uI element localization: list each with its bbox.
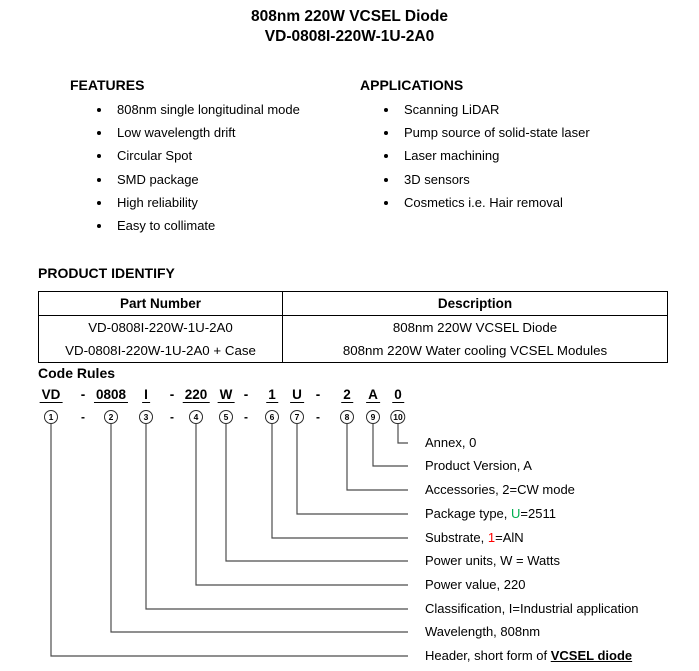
code-label-text: =2511 xyxy=(520,506,556,521)
connector-line xyxy=(297,424,408,514)
feature-item: SMD package xyxy=(96,168,300,191)
code-label xyxy=(425,577,525,593)
code-position-circle: 7 xyxy=(290,410,304,424)
code-separator-dash: - xyxy=(243,387,249,402)
code-label-text: U xyxy=(511,506,521,521)
code-label xyxy=(425,530,524,546)
code-segment: 0808 xyxy=(95,387,127,402)
connector-line xyxy=(146,424,408,609)
code-position-circle: 10 xyxy=(390,410,405,424)
code-segment: W xyxy=(219,387,233,402)
feature-item: Circular Spot xyxy=(96,144,300,167)
application-item: Cosmetics i.e. Hair removal xyxy=(383,191,590,214)
code-label-text: =AlN xyxy=(495,530,524,545)
code-label-text: Classification, I=Industrial application xyxy=(425,601,639,616)
code-label xyxy=(425,458,532,474)
code-label xyxy=(425,435,476,451)
code-label xyxy=(425,482,575,498)
connector-line xyxy=(226,424,408,561)
code-segment: 0 xyxy=(394,387,402,402)
code-separator-dash: - xyxy=(80,387,86,402)
code-label xyxy=(425,624,540,640)
code-rules-heading: Code Rules xyxy=(38,365,116,381)
document-title-line1: 808nm 220W VCSEL Diode xyxy=(251,8,448,25)
connector-line xyxy=(373,424,408,466)
features-heading: FEATURES xyxy=(70,77,145,93)
code-segment: 2 xyxy=(343,387,351,402)
code-segment: 1 xyxy=(268,387,276,402)
application-item: Pump source of solid-state laser xyxy=(383,121,590,144)
code-label-text: Wavelength, 808nm xyxy=(425,624,541,639)
code-separator-dash: - xyxy=(81,410,85,424)
code-position-circle: 3 xyxy=(139,410,153,424)
code-label-text: Package type, xyxy=(425,506,511,521)
code-label-text: Header, short form of xyxy=(425,648,551,663)
code-separator-dash: - xyxy=(244,410,248,424)
application-item: 3D sensors xyxy=(383,168,590,191)
code-label-text: Annex, 0 xyxy=(425,435,477,450)
table-cell: VD-0808I-220W-1U-2A0 xyxy=(39,316,283,340)
feature-item: Easy to collimate xyxy=(96,214,300,237)
feature-item: High reliability xyxy=(96,191,300,214)
code-segment: 220 xyxy=(184,387,208,402)
code-segment: U xyxy=(292,387,302,402)
code-segment: VD xyxy=(41,387,61,402)
document-title-line2: VD-0808I-220W-1U-2A0 xyxy=(264,27,435,45)
code-label-text: 1 xyxy=(487,530,496,545)
table-cell: 808nm 220W Water cooling VCSEL Modules xyxy=(342,343,608,358)
feature-item: 808nm single longitudinal mode xyxy=(96,98,300,121)
code-label xyxy=(425,648,632,664)
code-separator-dash: - xyxy=(316,410,320,424)
code-position-circle: 1 xyxy=(44,410,58,424)
code-separator-dash: - xyxy=(170,410,174,424)
code-label xyxy=(425,553,560,569)
table-cell: VD-0808I-220W-1U-2A0 + Case xyxy=(39,339,283,363)
code-segment: I xyxy=(144,387,148,402)
code-position-circle: 6 xyxy=(265,410,279,424)
code-position-circle: 5 xyxy=(219,410,233,424)
code-separator-dash: - xyxy=(315,387,321,402)
code-label-text: Product Version, A xyxy=(425,458,532,473)
code-label-text: Power units, W = Watts xyxy=(425,553,560,568)
table-column-header: Description xyxy=(283,292,668,316)
connector-line xyxy=(398,424,408,443)
product-identify-heading: PRODUCT IDENTIFY xyxy=(38,265,175,281)
code-label-text: Power value, 220 xyxy=(425,577,526,592)
code-position-circle: 2 xyxy=(104,410,118,424)
connector-line xyxy=(272,424,408,538)
applications-heading: APPLICATIONS xyxy=(360,77,464,93)
code-label-text: VCSEL diode xyxy=(550,648,633,663)
application-item: Scanning LiDAR xyxy=(383,98,590,121)
table-column-header: Part Number xyxy=(39,292,283,316)
code-label-text: Substrate, xyxy=(425,530,488,545)
code-label xyxy=(425,601,639,617)
code-segment: A xyxy=(368,387,378,402)
code-label xyxy=(425,506,556,522)
code-separator-dash: - xyxy=(169,387,175,402)
code-position-circle: 4 xyxy=(189,410,203,424)
code-position-circle: 9 xyxy=(366,410,380,424)
code-label-text: Accessories, 2=CW mode xyxy=(425,482,575,497)
connector-line xyxy=(347,424,408,490)
table-cell: 808nm 220W VCSEL Diode xyxy=(392,320,558,335)
code-position-circle: 8 xyxy=(340,410,354,424)
feature-item: Low wavelength drift xyxy=(96,121,300,144)
application-item: Laser machining xyxy=(383,144,590,167)
connector-line xyxy=(51,424,408,656)
connector-line xyxy=(111,424,408,632)
